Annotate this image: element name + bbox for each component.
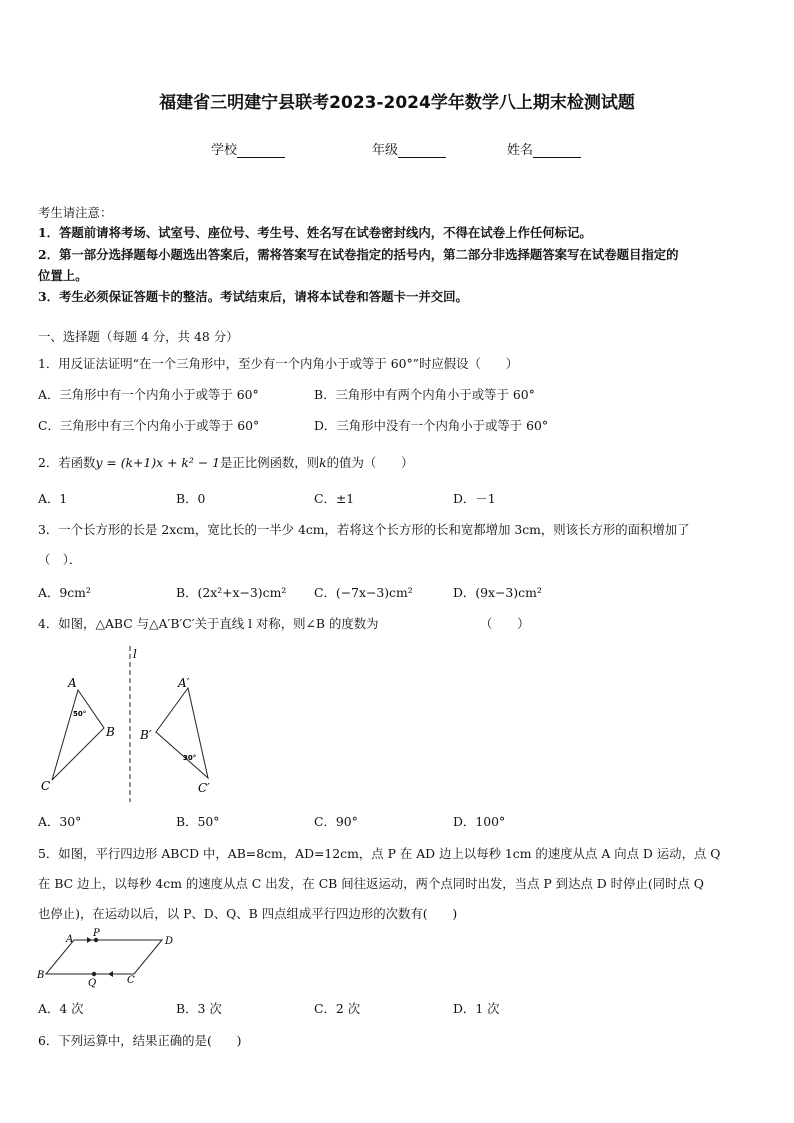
label-D: D [165, 936, 174, 947]
notice-item-2: 2．第一部分选择题每小题选出答案后，需将答案写在试卷指定的括号内，第二部分非选择题答案写在试卷题目指定的 [38, 247, 679, 262]
q2-suffix: 的值为（ ） [326, 455, 414, 470]
school-field [211, 139, 285, 158]
point-q [92, 972, 96, 976]
angle-label-30: 30° [183, 754, 197, 762]
notice-item-1: 1．答题前请将考场、试室号、座位号、考生号、姓名写在试卷密封线内，不得在试卷上作任何标记。 [38, 225, 592, 240]
q4-answer-paren: （ ） [480, 616, 530, 631]
triangle-abc [52, 690, 104, 780]
arrow-p-head [87, 937, 92, 943]
section-heading: 一、选择题（每题 4 分，共 48 分） [38, 329, 239, 344]
label-A: A [68, 676, 77, 690]
q2-formula: y = (k+1)x + k² − 1 [95, 455, 221, 470]
q4-option-b[interactable]: B．50° [176, 814, 220, 829]
q4-stem: 4．如图，△ABC 与△A′B′C′关于直线 l 对称，则∠B 的度数为 [38, 616, 379, 631]
grade-blank[interactable] [398, 144, 446, 158]
q3-option-d[interactable]: D．(9x−3)cm² [453, 585, 542, 600]
parallelogram-abcd [46, 940, 162, 974]
q4-option-a[interactable]: A．30° [38, 814, 82, 829]
q5-figure-parallelogram [30, 926, 190, 988]
school-blank[interactable] [237, 144, 285, 158]
q2-mid: 是正比例函数，则 [220, 455, 320, 470]
label-C-prime: C′ [198, 781, 210, 795]
label-B: B [37, 970, 45, 981]
name-blank[interactable] [533, 144, 581, 158]
q5-option-a[interactable]: A．4 次 [38, 1001, 84, 1016]
label-A-prime: A′ [178, 676, 190, 690]
q1-option-a[interactable]: A．三角形中有一个内角小于或等于 60° [38, 387, 259, 402]
name-field [507, 139, 581, 158]
q4-figure-triangles [30, 640, 230, 805]
q4-option-c[interactable]: C．90° [314, 814, 358, 829]
q5-option-b[interactable]: B．3 次 [176, 1001, 222, 1016]
label-B: B [106, 725, 115, 739]
label-C: C [127, 975, 135, 986]
q3-option-b[interactable]: B．(2x²+x−3)cm² [176, 585, 287, 600]
q5-stem-cont-1: 在 BC 边上，以每秒 4cm 的速度从点 C 出发，在 CB 间往返运动，两个点同时出发，当点 P 到达点 D 时停止(同时点 Q [38, 876, 704, 891]
q6-stem: 6．下列运算中，结果正确的是( ) [38, 1033, 242, 1048]
q1-option-b[interactable]: B．三角形中有两个内角小于或等于 60° [314, 387, 535, 402]
q5-stem-cont-2: 也停止)，在运动以后，以 P、D、Q、B 四点组成平行四边形的次数有( ) [38, 906, 458, 921]
name-label: 姓名 [507, 143, 534, 158]
q2-stem [38, 453, 413, 471]
grade-field [372, 139, 446, 158]
q3-stem: 3．一个长方形的长是 2xcm，宽比长的一半少 4cm，若将这个长方形的长和宽都增加 3cm，则该长方形的面积增加了 [38, 522, 690, 537]
q1-option-d[interactable]: D．三角形中没有一个内角小于或等于 60° [314, 418, 549, 433]
q2-variable: k [319, 455, 327, 470]
q5-option-d[interactable]: D．1 次 [453, 1001, 500, 1016]
label-l: l [133, 647, 137, 661]
notice-heading: 考生请注意： [38, 205, 113, 220]
q2-option-d[interactable]: D．－1 [453, 491, 496, 506]
arrow-q-head [108, 971, 113, 977]
label-B-prime: B′ [140, 728, 152, 742]
q2-option-c[interactable]: C．±1 [314, 491, 355, 506]
label-A: A [66, 934, 74, 945]
q3-option-c[interactable]: C．(−7x−3)cm² [314, 585, 413, 600]
q2-option-a[interactable]: A．1 [38, 491, 68, 506]
q3-option-a[interactable]: A．9cm² [38, 585, 91, 600]
q4-option-d[interactable]: D．100° [453, 814, 506, 829]
notice-item-3: 3．考生必须保证答题卡的整洁。考试结束后，请将本试卷和答题卡一并交回。 [38, 289, 468, 304]
q5-option-c[interactable]: C．2 次 [314, 1001, 361, 1016]
label-C: C [41, 779, 51, 793]
q1-option-c[interactable]: C．三角形中有三个内角小于或等于 60° [38, 418, 260, 433]
q1-stem: 1．用反证法证明“在一个三角形中，至少有一个内角小于或等于 60°”时应假设（ ） [38, 356, 519, 371]
school-label: 学校 [211, 143, 238, 158]
label-P: P [93, 928, 100, 939]
angle-label-50: 50° [73, 710, 87, 718]
q5-stem: 5．如图，平行四边形 ABCD 中，AB=8cm，AD=12cm，点 P 在 AD 边上以每秒 1cm 的速度从点 A 向点 D 运动，点 Q [38, 846, 721, 861]
notice-item-2-cont: 位置上。 [38, 268, 88, 283]
q2-option-b[interactable]: B．0 [176, 491, 206, 506]
label-Q: Q [88, 978, 97, 988]
q3-stem-cont: （ ）． [38, 552, 82, 567]
exam-title: 福建省三明建宁县联考2023-2024学年数学八上期末检测试题 [159, 93, 635, 113]
q2-prefix: 2．若函数 [38, 455, 96, 470]
triangle-abc-prime [156, 688, 208, 778]
grade-label: 年级 [372, 143, 399, 158]
